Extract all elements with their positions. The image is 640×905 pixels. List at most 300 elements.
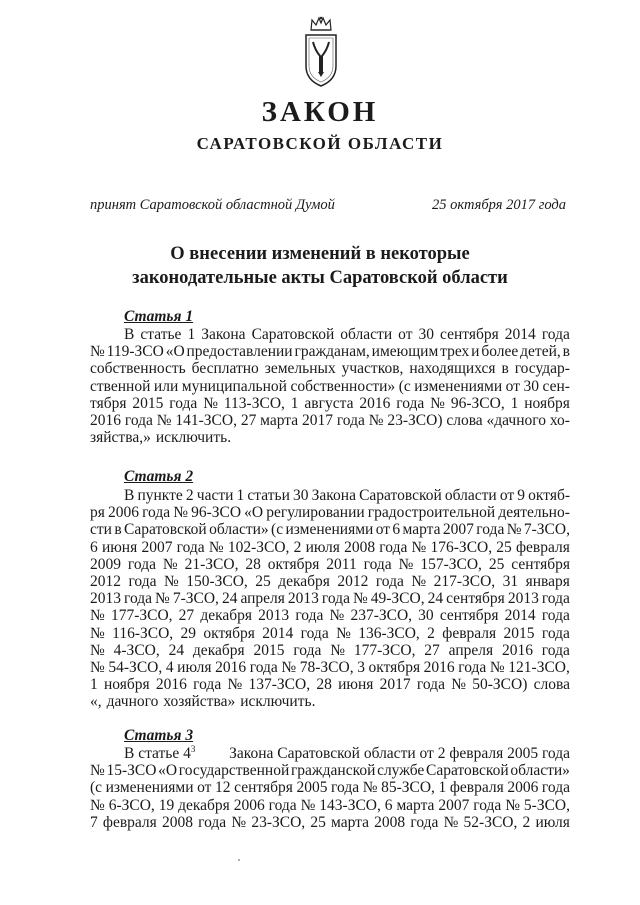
word: хо-: [549, 411, 570, 429]
word: года: [458, 658, 487, 676]
word: 25: [255, 572, 271, 590]
word: 54-ЗСО,: [108, 658, 163, 676]
word: года: [169, 394, 198, 412]
word: 2015: [132, 394, 164, 412]
word: 6: [90, 538, 98, 556]
word: собственности»: [290, 377, 396, 395]
word: сти: [90, 521, 112, 539]
text-line: [90, 797, 570, 814]
word: апреля: [240, 590, 285, 608]
word: 1: [290, 394, 299, 412]
region-title: САРАТОВСКОЙ ОБЛАСТИ: [196, 134, 444, 153]
word: октяб-: [528, 487, 570, 504]
text-line: [90, 521, 570, 538]
word: 2007: [438, 796, 470, 814]
word: года: [176, 538, 205, 556]
word: имеющим: [371, 343, 439, 361]
text-line: [90, 762, 570, 779]
word: года: [249, 658, 278, 676]
word: 137-ЗСО,: [248, 676, 311, 694]
word: Саратовской: [124, 521, 207, 539]
word: №: [411, 572, 427, 590]
word: исключить.: [240, 693, 316, 711]
word: от: [499, 487, 515, 504]
word: №: [155, 590, 170, 608]
word: №: [330, 641, 346, 659]
word: области: [444, 487, 497, 504]
word: февраля: [442, 624, 497, 642]
article-body: [90, 326, 570, 446]
word: в: [501, 360, 509, 378]
word: 136-ЗСО,: [358, 624, 420, 642]
text-line: [90, 814, 570, 831]
word: года: [127, 555, 156, 573]
word: года: [198, 813, 227, 831]
word: 23-ЗСО): [387, 411, 443, 429]
adopted-date: 25 октября 2017 года: [432, 197, 566, 213]
word: 15-ЗСО: [106, 762, 157, 780]
word: 50-ЗСО): [472, 676, 528, 694]
word: 2016: [155, 676, 187, 694]
article-body: [90, 745, 570, 831]
text-fragment: В статье $4^3$: [124, 743, 196, 762]
word: марта: [402, 521, 441, 539]
word: 7: [90, 813, 98, 831]
word: года: [541, 779, 570, 797]
word: года: [268, 796, 297, 814]
word: №: [398, 555, 414, 573]
word: изменениями: [285, 521, 374, 539]
saratov-coat-of-arms-icon: [300, 16, 342, 88]
word: 2: [185, 487, 194, 504]
word: области»: [209, 521, 269, 539]
word: 1: [438, 779, 447, 797]
word: 24: [221, 590, 238, 608]
text-line: [90, 607, 570, 624]
word: года: [379, 538, 408, 556]
word: 150-ЗСО,: [186, 572, 248, 590]
word: 177-ЗСО,: [353, 641, 416, 659]
word: «О: [158, 762, 178, 780]
word: 121-ЗСО,: [508, 658, 570, 676]
word: 119-ЗСО: [106, 343, 164, 361]
word: 6: [392, 521, 401, 539]
word: «,: [90, 693, 102, 711]
word: февраля: [515, 538, 570, 556]
word: года: [128, 572, 157, 590]
word: (с: [271, 521, 284, 539]
word: 1: [187, 326, 196, 343]
word: №: [352, 590, 368, 608]
document-title: [0, 242, 640, 290]
article-heading: Статья 2: [124, 468, 194, 485]
word: 2: [522, 813, 531, 831]
word: года: [416, 676, 445, 694]
text-line: [90, 343, 570, 360]
word: 78-ЗСО,: [299, 658, 354, 676]
word: 31: [502, 572, 519, 590]
word: июля: [535, 813, 570, 831]
word: июня: [338, 676, 374, 694]
word: сентября: [439, 607, 499, 625]
word: (с: [398, 377, 411, 395]
word: 7-ЗСО,: [523, 521, 570, 539]
word: регулировании: [266, 504, 365, 522]
word: №: [300, 796, 316, 814]
article-heading: Статья 3: [124, 727, 194, 744]
word: марта: [396, 796, 435, 814]
word: 113-ЗСО,: [223, 394, 285, 412]
word: 2008: [161, 813, 193, 831]
word: 9: [517, 487, 526, 504]
word: 2005: [296, 779, 328, 797]
word: 24: [427, 590, 444, 608]
word: года: [193, 676, 222, 694]
word: №: [90, 624, 105, 642]
word: №: [336, 624, 351, 642]
word: октября: [267, 555, 320, 573]
word: №: [411, 538, 427, 556]
word: февраля: [102, 813, 157, 831]
word: в: [562, 343, 570, 361]
text-line: [90, 556, 570, 573]
word: слова: [533, 676, 570, 694]
word: года: [142, 504, 171, 522]
article-body: [90, 487, 570, 710]
word: №: [90, 796, 105, 814]
word: 2016: [423, 658, 455, 676]
word: июня: [101, 538, 138, 556]
word: ственной: [90, 377, 151, 395]
word: года: [541, 326, 570, 343]
word: 176-ЗСО,: [430, 538, 493, 556]
word: Саратовской: [251, 326, 335, 343]
word: 2006: [107, 504, 139, 522]
word: 28: [245, 555, 261, 573]
word: 2007: [442, 521, 474, 539]
word: сентября: [440, 326, 499, 343]
word: предоставлении: [186, 343, 293, 361]
word: года: [541, 624, 570, 642]
word: от: [398, 326, 413, 343]
word: марта: [260, 411, 299, 429]
word: №: [203, 394, 218, 412]
word: декабря: [178, 796, 230, 814]
word: Саратовской: [425, 762, 509, 780]
word: сентября: [234, 779, 293, 797]
word: (с: [90, 779, 103, 797]
word: области»: [510, 762, 570, 780]
word: «О: [244, 504, 264, 522]
word: деятельно-: [498, 504, 570, 522]
word: 2017: [379, 676, 411, 694]
article-heading: Статья 1: [124, 308, 194, 325]
word: 2008: [374, 813, 406, 831]
word: 25: [496, 538, 512, 556]
word: 30: [418, 607, 434, 625]
word: службе: [377, 762, 425, 780]
word: 2016: [90, 411, 121, 429]
word: 1: [90, 676, 98, 694]
word: 29: [180, 624, 197, 642]
word: ноября: [524, 394, 570, 412]
word: 49-ЗСО,: [370, 590, 425, 608]
word: 2006: [507, 779, 539, 797]
word: 2013: [90, 590, 121, 608]
text-fragment: Закона Саратовской области от 2 февраля 2005 года: [225, 745, 570, 762]
word: пункте: [137, 487, 183, 504]
word: государ-: [514, 360, 570, 378]
word: №: [430, 394, 445, 412]
word: детей,: [520, 343, 561, 361]
text-line: [90, 625, 570, 642]
word: июля: [305, 538, 340, 556]
text-line: [90, 395, 570, 412]
word: 27: [424, 641, 440, 659]
word: июля: [177, 658, 212, 676]
word: №: [208, 538, 224, 556]
word: бесплатно: [191, 360, 259, 378]
word: 30: [523, 377, 540, 395]
word: года: [336, 411, 365, 429]
text-line: [90, 590, 570, 607]
word: января: [525, 572, 570, 590]
word: №: [156, 411, 172, 429]
word: от: [375, 521, 391, 539]
word: 2014: [504, 326, 536, 343]
word: части: [196, 487, 234, 504]
word: года: [124, 590, 153, 608]
word: 96-ЗСО,: [450, 394, 505, 412]
text-line: [90, 487, 570, 504]
word: 28: [316, 676, 332, 694]
word: года: [541, 590, 570, 608]
word: марта: [331, 813, 369, 831]
word: 2012: [90, 572, 121, 590]
word: №: [451, 676, 466, 694]
word: тября: [90, 394, 127, 412]
word: 6: [384, 796, 393, 814]
word: 2014: [504, 607, 536, 625]
word: 4-ЗСО,: [113, 641, 160, 659]
word: №: [506, 521, 522, 539]
word: 2011: [326, 555, 357, 573]
text-line: [90, 504, 570, 521]
word: Саратовской: [359, 487, 442, 504]
word: 21-ЗСО,: [184, 555, 239, 573]
word: 3: [357, 658, 365, 676]
word: года: [124, 411, 153, 429]
word: декабря: [200, 607, 253, 625]
word: 2017: [301, 411, 333, 429]
word: №: [368, 411, 384, 429]
text-line: [90, 378, 570, 395]
word: 2014: [262, 624, 294, 642]
word: Закона: [201, 326, 246, 343]
word: №: [90, 343, 105, 361]
word: хозяйства»: [163, 693, 236, 711]
word: августа: [304, 394, 354, 412]
word: №: [162, 555, 178, 573]
word: 2016: [215, 658, 247, 676]
word: декабря: [278, 572, 330, 590]
word: 7-ЗСО,: [172, 590, 219, 608]
word: 2009: [90, 555, 121, 573]
word: зяйства,»: [90, 429, 151, 447]
word: №: [505, 796, 520, 814]
word: №: [231, 813, 247, 831]
word: года: [473, 796, 502, 814]
word: 6-ЗСО,: [108, 796, 155, 814]
word: дачного: [106, 693, 159, 711]
word: года: [363, 555, 392, 573]
word: гражданской: [290, 762, 376, 780]
word: №: [163, 572, 179, 590]
word: октября: [368, 658, 421, 676]
word: 30: [293, 487, 309, 504]
word: 141-ЗСО,: [175, 411, 237, 429]
word: Закона: [311, 487, 356, 504]
word: 25: [488, 555, 505, 573]
word: 96-ЗСО: [191, 504, 242, 522]
word: или: [153, 377, 179, 395]
word: находящихся: [409, 360, 496, 378]
word: №: [281, 658, 297, 676]
word: в: [114, 521, 122, 539]
word: 30: [418, 326, 435, 343]
word: 4: [165, 658, 174, 676]
word: 177-ЗСО,: [110, 607, 173, 625]
word: года: [331, 779, 360, 797]
text-line: [90, 573, 570, 590]
law-title: ЗАКОН: [261, 96, 379, 128]
word: года: [295, 607, 324, 625]
word: сентября: [511, 555, 570, 573]
word: декабря: [192, 641, 245, 659]
scan-speck: [238, 859, 240, 861]
word: №: [489, 658, 505, 676]
word: года: [541, 607, 570, 625]
word: 2016: [501, 641, 533, 659]
word: сентября: [446, 590, 505, 608]
word: 2013: [258, 607, 290, 625]
word: 2006: [233, 796, 265, 814]
document-title-line: О внесении изменений в некоторые: [170, 244, 470, 264]
word: 24: [168, 641, 185, 659]
word: муниципальной: [181, 377, 287, 395]
word: года: [476, 521, 505, 539]
word: 19: [158, 796, 175, 814]
word: от: [505, 377, 520, 395]
word: 5-ЗСО,: [523, 796, 570, 814]
word: 157-ЗСО,: [420, 555, 482, 573]
text-line: [90, 676, 570, 693]
text-line: [90, 360, 570, 377]
word: 2016: [359, 394, 391, 412]
word: В: [124, 326, 135, 343]
word: трех: [440, 343, 470, 361]
word: года: [396, 394, 425, 412]
word: 27: [240, 411, 257, 429]
word: 2: [427, 624, 435, 642]
word: гражданам,: [294, 343, 370, 361]
text-line: [90, 326, 570, 343]
word: статье: [140, 326, 182, 343]
word: 217-ЗСО,: [433, 572, 496, 590]
word: 102-ЗСО,: [227, 538, 290, 556]
word: №: [173, 504, 189, 522]
word: №: [362, 779, 378, 797]
word: земельных: [264, 360, 336, 378]
word: 2015: [503, 624, 535, 642]
word: №: [227, 676, 243, 694]
text-line: [90, 779, 570, 796]
word: более: [481, 343, 519, 361]
word: 12: [215, 779, 231, 797]
word: года: [300, 624, 329, 642]
text-line: [90, 539, 570, 556]
text-line: [90, 745, 570, 762]
word: года: [375, 572, 404, 590]
word: от: [197, 779, 212, 797]
word: участков,: [341, 360, 404, 378]
word: 237-ЗСО,: [350, 607, 413, 625]
word: №: [443, 813, 459, 831]
word: №: [90, 658, 105, 676]
word: и: [471, 343, 480, 361]
word: 1: [236, 487, 245, 504]
word: февраля: [449, 779, 504, 797]
word: 2008: [344, 538, 376, 556]
word: «дачного: [486, 411, 546, 429]
word: ря: [90, 504, 105, 522]
word: 116-ЗСО,: [112, 624, 174, 642]
word: 2007: [141, 538, 173, 556]
word: 27: [178, 607, 195, 625]
text-line: [90, 693, 570, 710]
word: изменениями: [105, 779, 194, 797]
word: В: [124, 487, 135, 504]
word: статьи: [247, 487, 290, 504]
text-line: [90, 659, 570, 676]
word: 2015: [253, 641, 285, 659]
text-line: [90, 429, 570, 446]
word: собственность: [90, 360, 186, 378]
word: апреля: [448, 641, 494, 659]
word: 2: [293, 538, 302, 556]
word: 2012: [337, 572, 369, 590]
word: 2013: [507, 590, 539, 608]
word: сен-: [542, 377, 570, 395]
document-title-line: законодательные акты Саратовской области: [132, 268, 508, 288]
word: области: [340, 326, 393, 343]
word: 1: [510, 394, 519, 412]
word: октября: [203, 624, 255, 642]
word: изменениями: [414, 377, 503, 395]
word: исключить.: [155, 429, 232, 447]
word: слова: [446, 411, 483, 429]
word: ноября: [104, 676, 150, 694]
adopted-by: принят Саратовской областной Думой: [90, 197, 335, 213]
word: №: [90, 762, 105, 780]
word: №: [329, 607, 345, 625]
word: 25: [310, 813, 326, 831]
word: градостроительной: [367, 504, 496, 522]
word: №: [90, 641, 105, 659]
word: 52-ЗСО,: [463, 813, 518, 831]
text-line: [90, 412, 570, 429]
word: года: [321, 590, 350, 608]
